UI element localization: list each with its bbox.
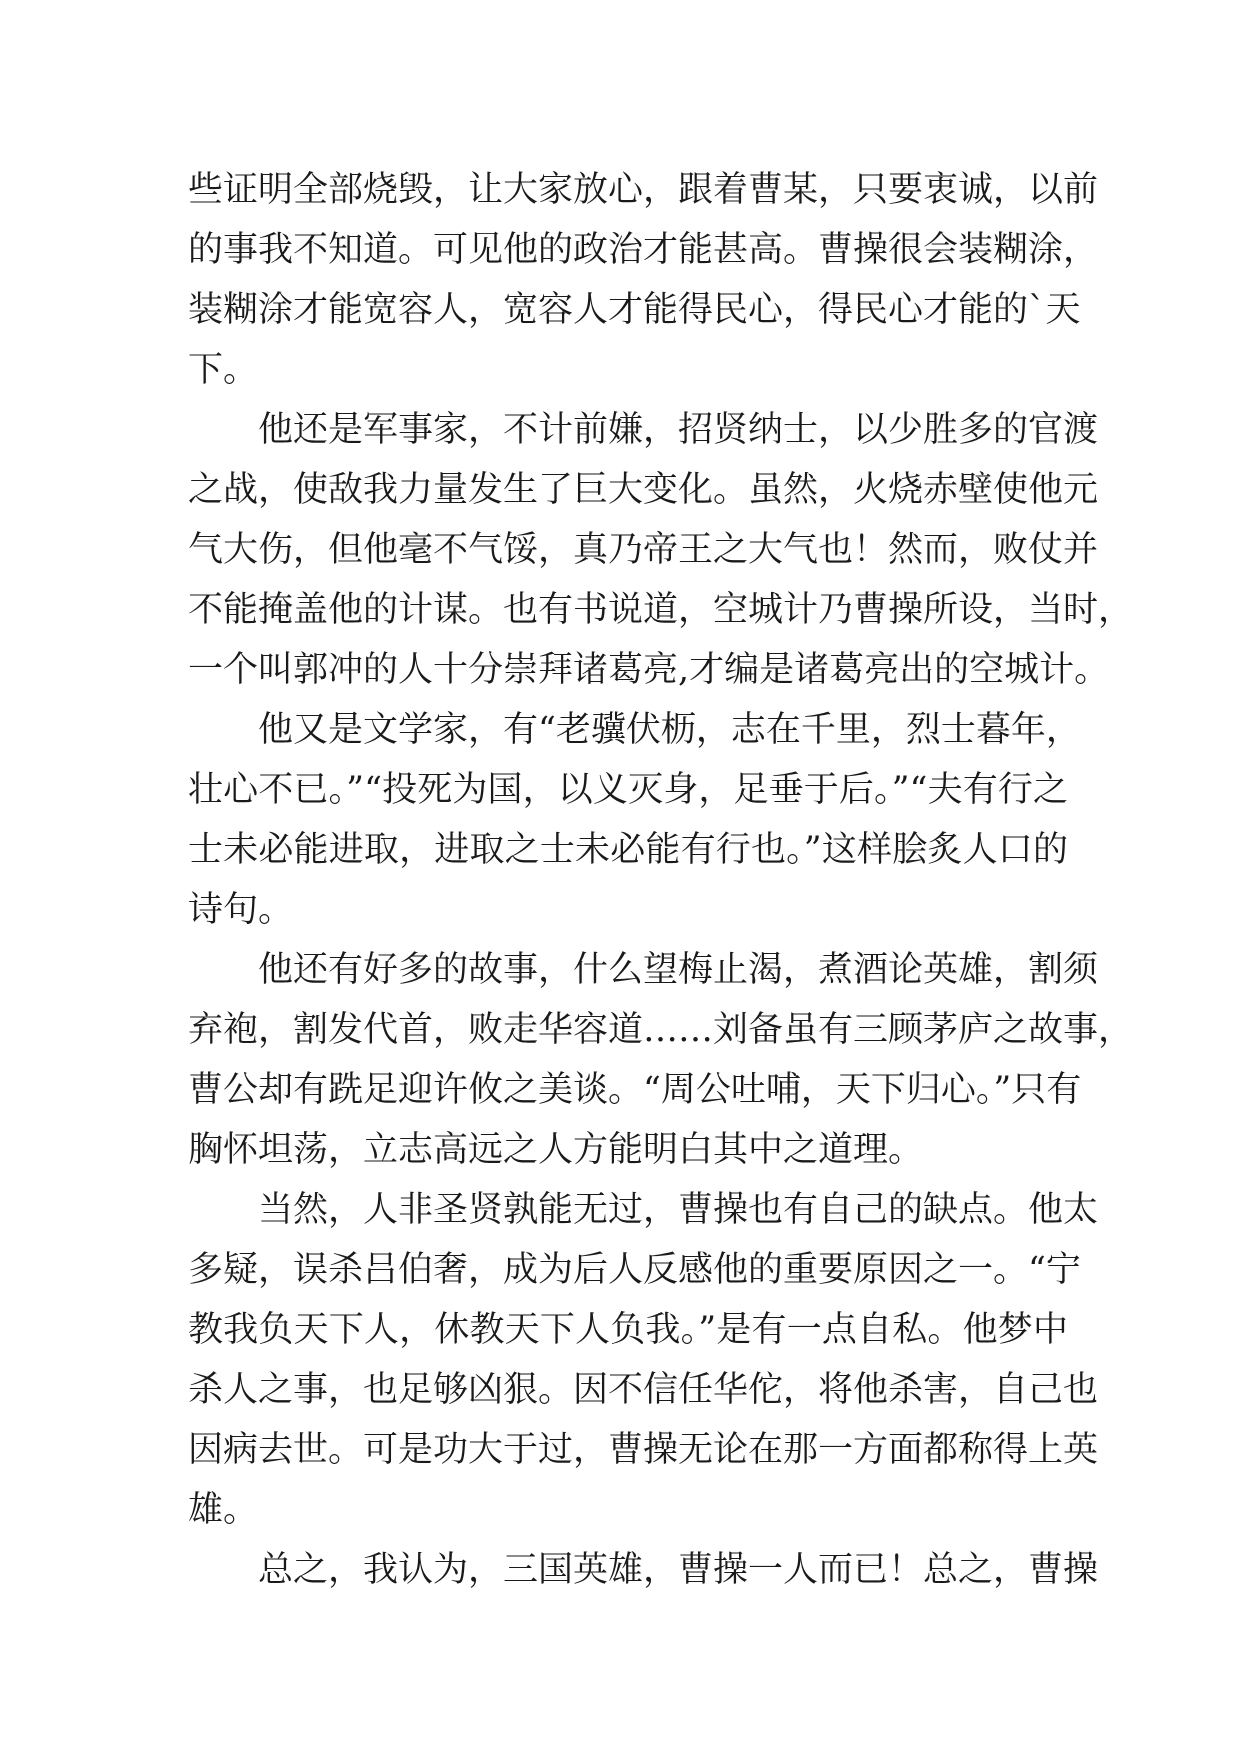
body-text xyxy=(188,160,1134,1600)
text-line: 他又是文学家，有“老骥伏枥，志在千里，烈士暮年， xyxy=(258,710,1081,750)
text-line: 杀人之事，也足够凶狠。因不信任华佗，将他杀害，自己也 xyxy=(188,1370,1099,1410)
text-line: 曹公却有跣足迎许攸之美谈。“周公吐哺，天下归心。”只有 xyxy=(188,1070,1082,1110)
text-line: 弃袍，割发代首，败走华容道……刘备虽有三顾茅庐之故事， xyxy=(188,1010,1134,1050)
text-line: 壮心不已。”“投死为国，以义灭身，足垂于后。”“夫有行之 xyxy=(188,770,1068,810)
text-line: 气大伤，但他毫不气馁，真乃帝王之大气也！然而，败仗并 xyxy=(188,530,1099,570)
text-line: 之战，使敌我力量发生了巨大变化。虽然，火烧赤壁使他元 xyxy=(188,470,1099,510)
text-line: 不能掩盖他的计谋。也有书说道，空城计乃曹操所设，当时， xyxy=(188,590,1134,630)
text-line: 士未必能进取，进取之士未必能有行也。”这样脍炙人口的 xyxy=(188,830,1068,870)
text-line: 他还是军事家，不计前嫌，招贤纳士，以少胜多的官渡 xyxy=(258,410,1099,450)
text-line: 因病去世。可是功大于过，曹操无论在那一方面都称得上英 xyxy=(188,1430,1099,1470)
text-line: 装糊涂才能宽容人，宽容人才能得民心，得民心才能的`天 xyxy=(188,290,1081,330)
text-line: 雄。 xyxy=(188,1490,259,1530)
text-line: 胸怀坦荡，立志高远之人方能明白其中之道理。 xyxy=(188,1130,924,1170)
text-line: 下。 xyxy=(188,350,259,390)
text-line: 诗句。 xyxy=(188,890,294,930)
text-line: 当然，人非圣贤孰能无过，曹操也有自己的缺点。他太 xyxy=(258,1190,1099,1230)
text-line: 的事我不知道。可见他的政治才能甚高。曹操很会装糊涂， xyxy=(188,230,1099,270)
text-line: 一个叫郭冲的人十分崇拜诸葛亮,才编是诸葛亮出的空城计。 xyxy=(188,650,1110,690)
text-line: 多疑，误杀吕伯奢，成为后人反感他的重要原因之一。“宁 xyxy=(188,1250,1081,1290)
text-line: 总之，我认为，三国英雄，曹操一人而已！总之，曹操 xyxy=(258,1550,1099,1590)
text-line: 教我负天下人，休教天下人负我。”是有一点自私。他梦中 xyxy=(188,1310,1068,1350)
text-line: 他还有好多的故事，什么望梅止渴，煮酒论英雄，割须 xyxy=(258,950,1099,990)
text-line: 些证明全部烧毁，让大家放心，跟着曹某，只要衷诚，以前 xyxy=(188,170,1099,210)
